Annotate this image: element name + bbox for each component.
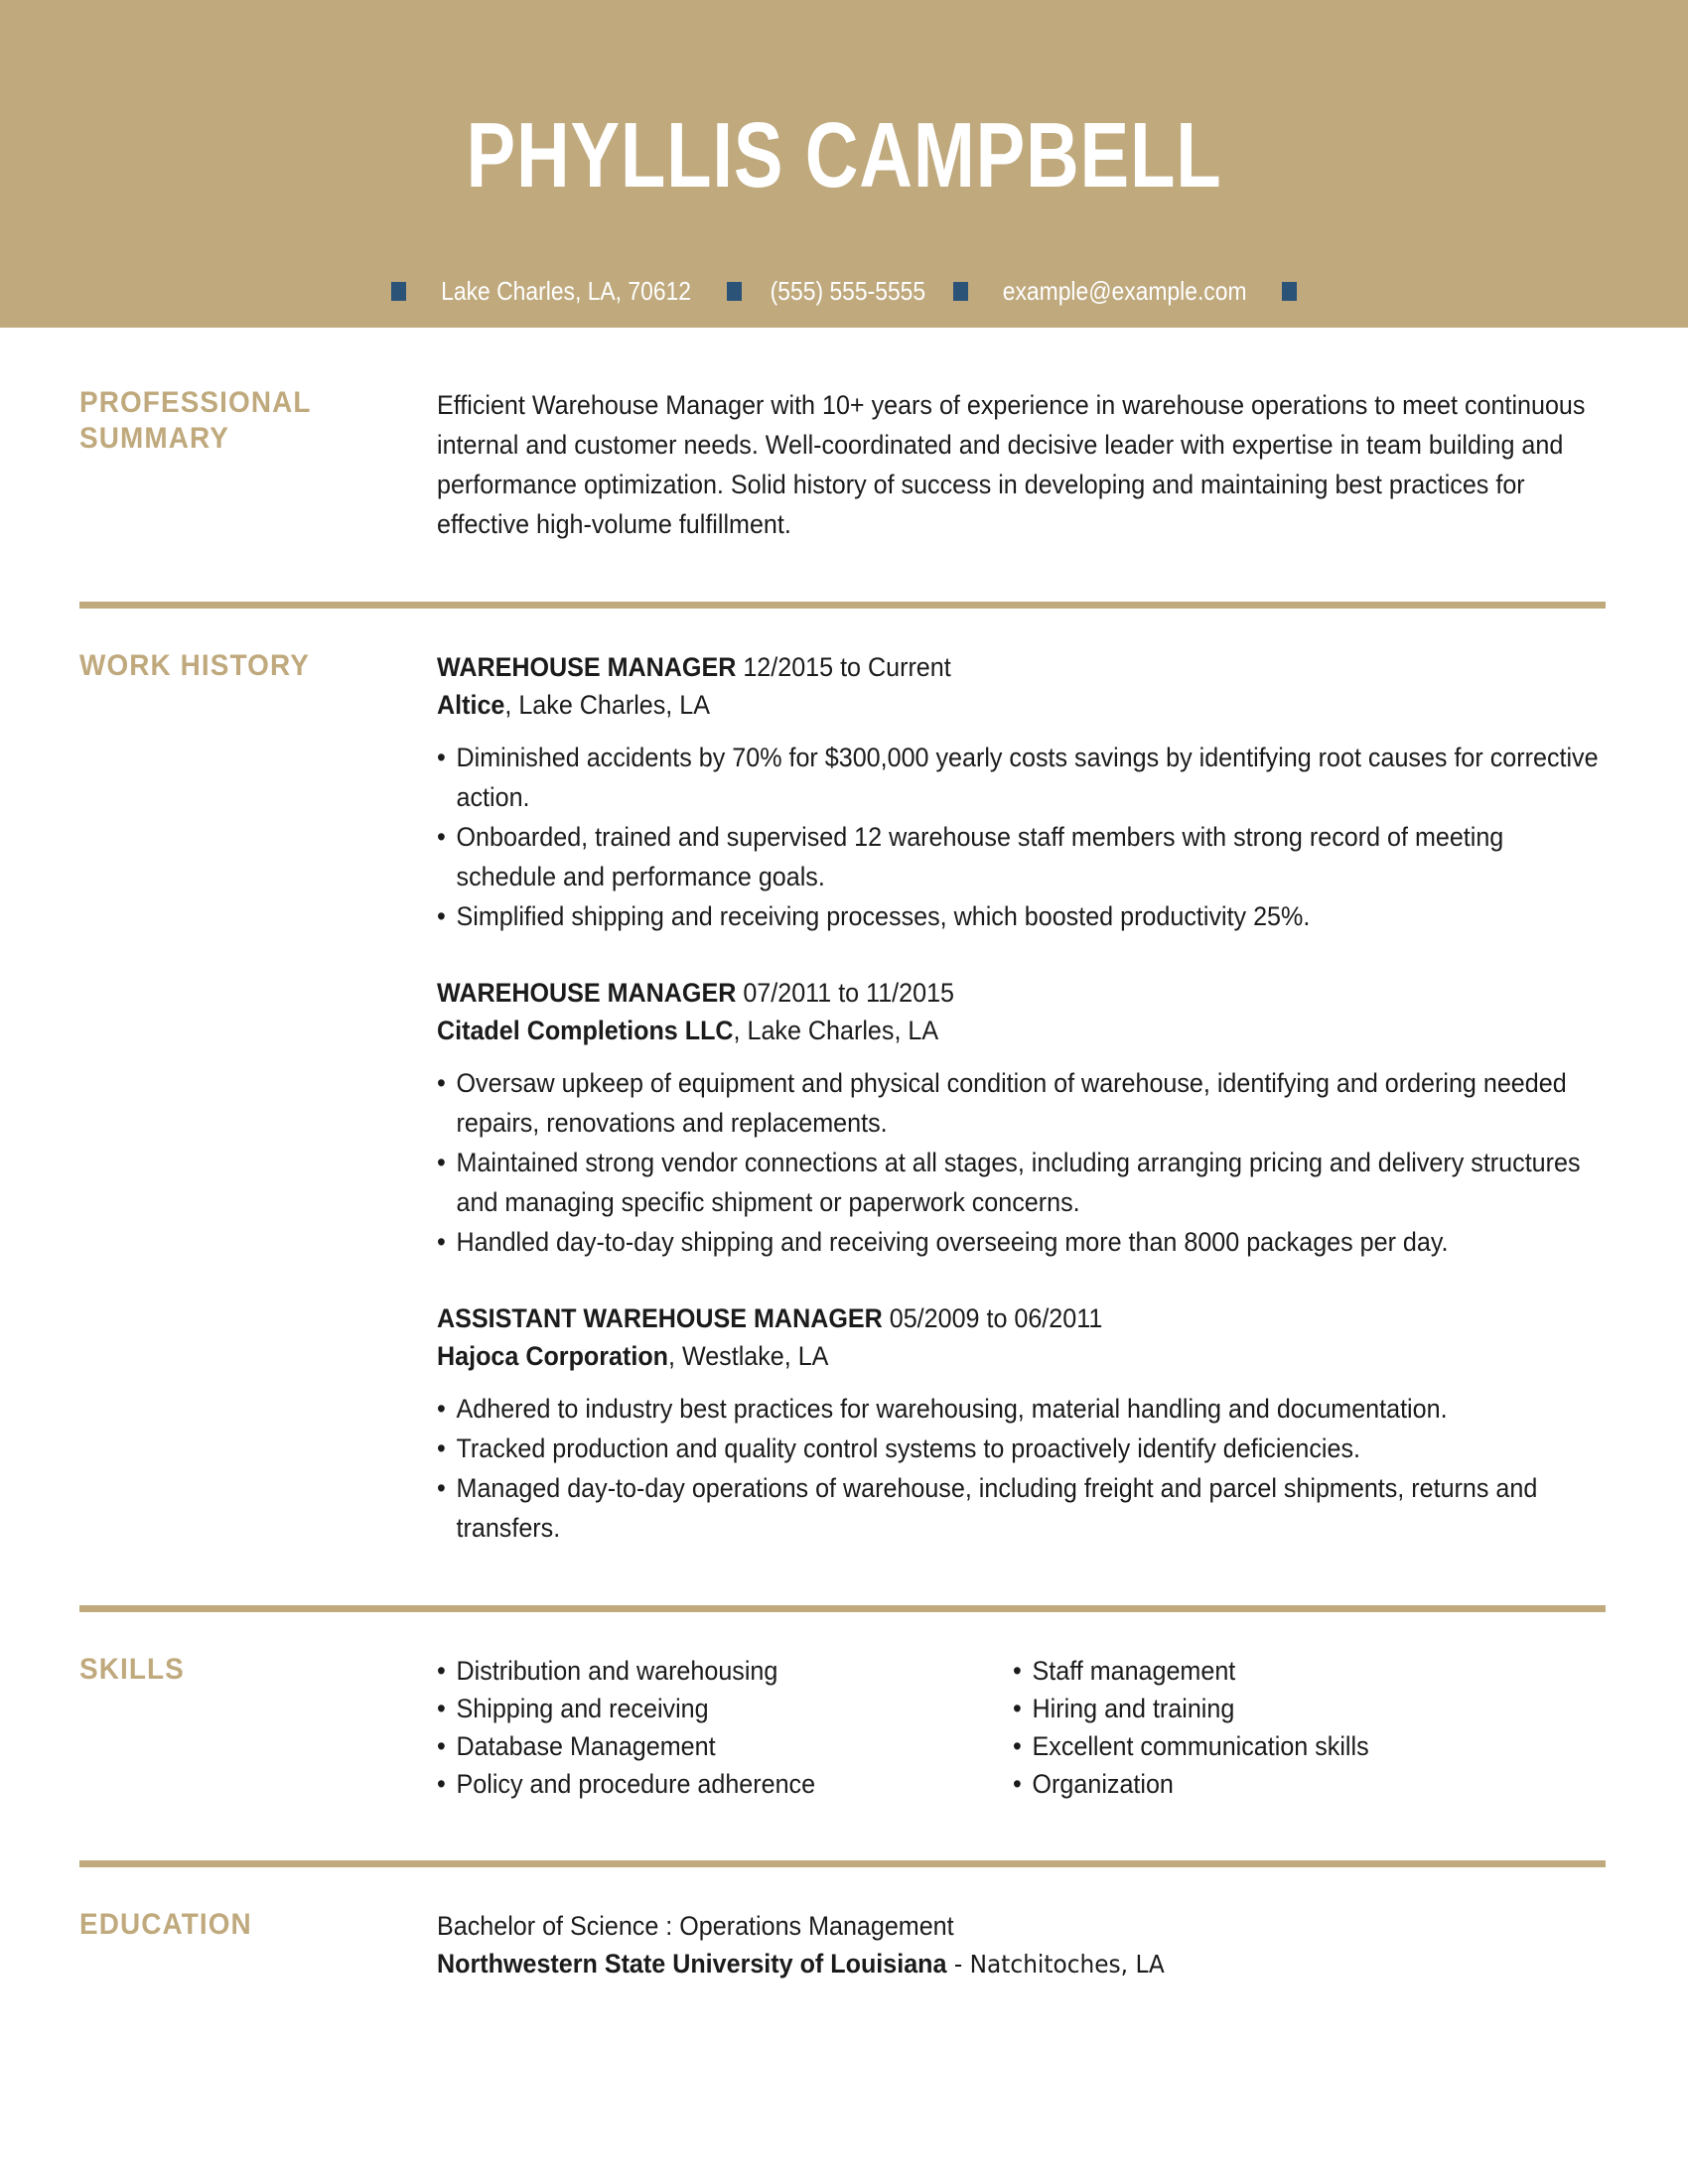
job-bullet: • Onboarded, trained and supervised 12 warehouse staff members with strong record of meeting schedule and performance goals. xyxy=(437,817,1609,896)
job-bullet: • Adhered to industry best practices for warehousing, material handling and documentation. xyxy=(437,1389,1609,1429)
education-school: Northwestern State University of Louisiana xyxy=(437,1949,947,1979)
job-employer-line xyxy=(437,1012,1609,1049)
section-label-professional: PROFESSIONAL xyxy=(79,386,312,419)
job-title: WAREHOUSE MANAGER xyxy=(437,652,737,682)
square-bullet-icon xyxy=(1282,282,1297,301)
education-location: Natchitoches, LA xyxy=(969,1950,1165,1979)
section-divider xyxy=(79,1860,1606,1867)
contact-row xyxy=(0,276,1688,306)
job-bullet: • Simplified shipping and receiving processes, which boosted productivity 25%. xyxy=(437,896,1609,936)
contact-email: example@example.com xyxy=(1003,276,1247,306)
skills-column-left xyxy=(437,1652,1013,1803)
section-label-skills: SKILLS xyxy=(79,1653,185,1686)
section-professional-summary xyxy=(0,385,1688,544)
section-divider xyxy=(79,1605,1606,1612)
job-dates: 12/2015 to Current xyxy=(743,652,951,682)
job-entry xyxy=(437,1299,1609,1548)
job-bullet-list xyxy=(437,1389,1609,1548)
skill-item: • Shipping and receiving xyxy=(437,1690,1013,1727)
square-bullet-icon xyxy=(391,282,406,301)
spacer xyxy=(0,544,1688,602)
education-degree: Bachelor of Science : Operations Management xyxy=(437,1911,954,1941)
job-bullet-list xyxy=(437,1063,1609,1262)
job-heading xyxy=(437,648,1609,686)
summary-content-col xyxy=(437,385,1609,544)
job-company: Altice xyxy=(437,690,505,720)
job-entry xyxy=(437,974,1609,1262)
spacer xyxy=(0,1548,1688,1605)
section-divider xyxy=(79,602,1606,609)
skills-columns xyxy=(437,1652,1609,1803)
job-bullet: • Tracked production and quality control systems to proactively identify deficiencies. xyxy=(437,1429,1609,1468)
job-company: Citadel Completions LLC xyxy=(437,1016,734,1045)
job-location: , Westlake, LA xyxy=(667,1341,829,1371)
job-bullet: • Diminished accidents by 70% for $300,000 yearly costs savings by identifying root causes for corrective action. xyxy=(437,738,1609,817)
spacer xyxy=(79,1867,1609,1907)
spacer xyxy=(0,1803,1688,1860)
job-location: , Lake Charles, LA xyxy=(504,690,710,720)
job-heading xyxy=(437,1299,1609,1337)
job-bullet: • Handled day-to-day shipping and receiving overseeing more than 8000 packages per day. xyxy=(437,1222,1609,1262)
skills-content-col xyxy=(437,1652,1609,1803)
section-education xyxy=(0,1860,1688,1983)
spacer xyxy=(79,1612,1609,1652)
section-skills xyxy=(0,1605,1688,1803)
section-label-summary: SUMMARY xyxy=(79,422,229,455)
square-bullet-icon xyxy=(953,282,968,301)
job-employer-line xyxy=(437,686,1609,724)
job-employer-line xyxy=(437,1337,1609,1375)
spacer xyxy=(79,609,1609,648)
skill-item: • Organization xyxy=(1013,1765,1589,1803)
spacer xyxy=(0,328,1688,385)
job-company: Hajoca Corporation xyxy=(437,1341,668,1371)
section-work-history xyxy=(0,602,1688,1548)
job-title: ASSISTANT WAREHOUSE MANAGER xyxy=(437,1303,883,1333)
skill-item: • Database Management xyxy=(437,1727,1013,1765)
job-location: , Lake Charles, LA xyxy=(733,1016,939,1045)
job-bullet: • Oversaw upkeep of equipment and physical condition of warehouse, identifying and ordering needed repairs, renovations and replacements. xyxy=(437,1063,1609,1143)
job-title: WAREHOUSE MANAGER xyxy=(437,978,737,1008)
job-bullet: • Maintained strong vendor connections at all stages, including arranging pricing and delivery structures and managing specific shipment or paperwork concerns. xyxy=(437,1143,1609,1222)
skills-column-right xyxy=(1013,1652,1589,1803)
job-dates: 05/2009 to 06/2011 xyxy=(889,1303,1103,1333)
resume-body xyxy=(0,328,1688,1983)
job-heading xyxy=(437,974,1609,1012)
skill-list-left xyxy=(437,1652,1013,1803)
education-content-col xyxy=(437,1907,1609,1983)
summary-label-col xyxy=(79,385,437,457)
education-label-col xyxy=(79,1907,437,1943)
skill-item: • Distribution and warehousing xyxy=(437,1652,1013,1690)
skills-label-col xyxy=(79,1652,437,1688)
job-entry xyxy=(437,648,1609,936)
section-label-work-history: WORK HISTORY xyxy=(79,649,310,682)
skill-item: • Staff management xyxy=(1013,1652,1589,1690)
job-bullet: • Managed day-to-day operations of warehouse, including freight and parcel shipments, returns and transfers. xyxy=(437,1468,1609,1548)
skill-item: • Excellent communication skills xyxy=(1013,1727,1589,1765)
contact-phone: (555) 555-5555 xyxy=(770,276,925,306)
work-history-content-col xyxy=(437,648,1609,1548)
work-history-label-col xyxy=(79,648,437,684)
education-separator: - xyxy=(946,1950,970,1979)
contact-location: Lake Charles, LA, 70612 xyxy=(441,276,692,306)
education-school-line xyxy=(437,1945,1609,1983)
summary-paragraph: Efficient Warehouse Manager with 10+ years of experience in warehouse operations to meet continuous internal and customer needs. Well-coordinated and decisive leader with expertise in team building and performance optimization. Solid history of success in developing and maintaining best practices for effective high-volume fulfillment. xyxy=(437,390,1586,539)
job-bullet-list xyxy=(437,738,1609,936)
section-label-education: EDUCATION xyxy=(79,1908,252,1941)
header-band xyxy=(0,0,1688,328)
skill-list-right xyxy=(1013,1652,1589,1803)
square-bullet-icon xyxy=(727,282,742,301)
page-title: PHYLLIS CAMPBELL xyxy=(466,103,1222,206)
job-dates: 07/2011 to 11/2015 xyxy=(743,978,955,1008)
skill-item: • Hiring and training xyxy=(1013,1690,1589,1727)
skill-item: • Policy and procedure adherence xyxy=(437,1765,1013,1803)
education-degree-line xyxy=(437,1907,1609,1945)
